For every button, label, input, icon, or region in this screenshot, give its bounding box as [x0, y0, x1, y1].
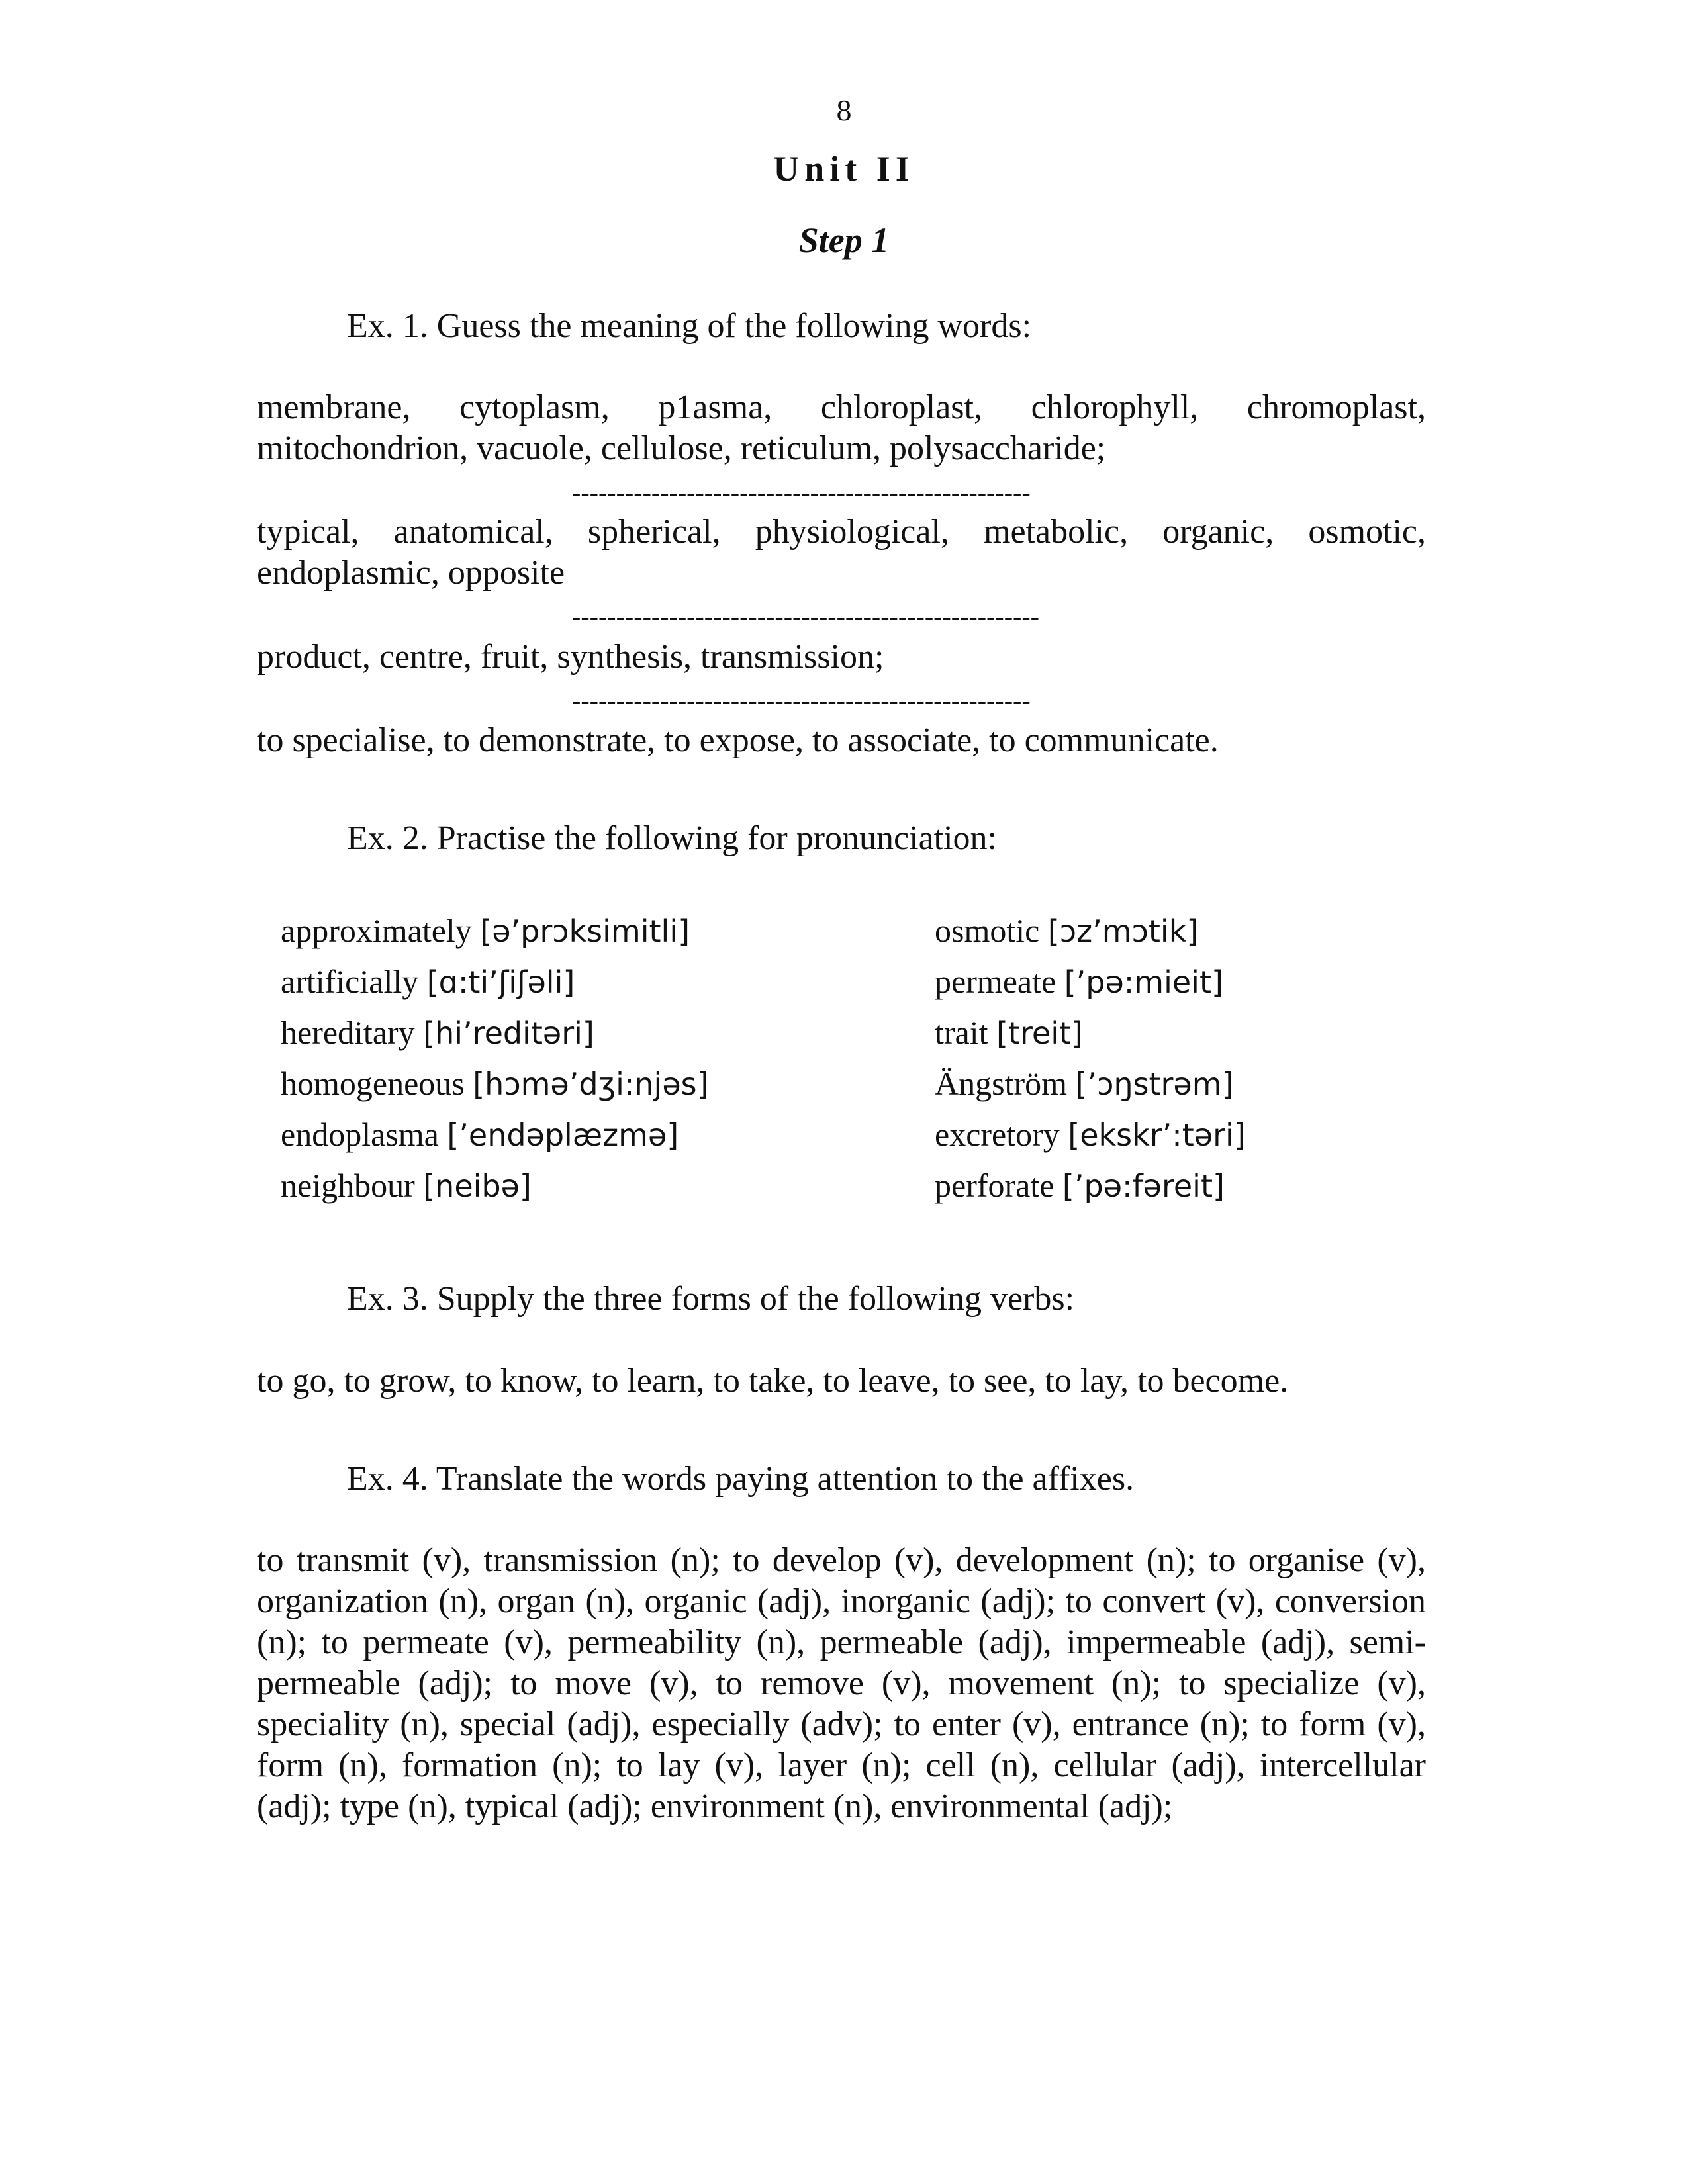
step-title: Step 1 — [798, 220, 890, 260]
pronunciation-item — [935, 956, 1246, 1007]
pronunciation-transcription: [ə’prɔksimitli] — [480, 913, 690, 949]
pronunciation-word: Ängström — [935, 1065, 1067, 1102]
pronunciation-transcription: [ɔz’mɔtik] — [1047, 913, 1199, 949]
pronunciation-column-right — [935, 905, 1246, 1211]
page-number: 8 — [836, 93, 852, 127]
pronunciation-word: perforate — [935, 1167, 1055, 1204]
pronunciation-word: osmotic — [935, 912, 1040, 949]
pronunciation-word: permeate — [935, 963, 1056, 1000]
pronunciation-transcription: [treit] — [996, 1015, 1083, 1051]
pronunciation-transcription: [’pə:mieit] — [1064, 964, 1223, 1000]
pronunciation-item — [281, 1058, 709, 1109]
ex1-heading: Ex. 1. Guess the meaning of the following words: — [347, 307, 1032, 345]
ex1-word-group-adjectives: typical, anatomical, spherical, physiological, metabolic, organic, osmotic, endoplasmic, opposite — [257, 513, 1426, 592]
unit-title: Unit II — [773, 149, 915, 189]
ex3-heading: Ex. 3. Supply the three forms of the following verbs: — [347, 1280, 1075, 1318]
pronunciation-item — [935, 1058, 1246, 1109]
ex1-word-group-nouns: membrane, cytoplasm, p1asma, chloroplast, chlorophyll, chromoplast, mitochondrion, vacuole, cellulose, reticulum, polysaccharide; — [257, 388, 1426, 467]
pronunciation-item — [281, 956, 709, 1007]
pronunciation-transcription: [ɑ:ti’ʃiʃəli] — [426, 964, 575, 1000]
ex2-heading: Ex. 2. Practise the following for pronunciation: — [347, 819, 998, 857]
ex1-word-group-verbs: to specialise, to demonstrate, to expose, to associate, to communicate. — [257, 721, 1219, 759]
pronunciation-item — [281, 905, 709, 956]
pronunciation-word: homogeneous — [281, 1065, 465, 1102]
pronunciation-word: excretory — [935, 1116, 1060, 1153]
pronunciation-transcription: [’pə:fəreit] — [1062, 1168, 1225, 1204]
pronunciation-transcription: [ekskr’:təri] — [1068, 1117, 1246, 1153]
ex3-verb-list: to go, to grow, to know, to learn, to take, to leave, to see, to lay, to become. — [257, 1362, 1289, 1400]
pronunciation-word: hereditary — [281, 1014, 415, 1051]
pronunciation-item — [281, 1007, 709, 1058]
pronunciation-transcription: [’endəplæzmə] — [447, 1117, 679, 1153]
pronunciation-column-left — [281, 905, 709, 1211]
ex1-separator-2: ----------------------------------------------------- — [572, 602, 1039, 631]
pronunciation-item — [281, 1160, 709, 1211]
ex4-heading: Ex. 4. Translate the words paying attention to the affixes. — [347, 1460, 1135, 1498]
pronunciation-word: approximately — [281, 912, 472, 949]
pronunciation-item — [935, 905, 1246, 956]
pronunciation-word: neighbour — [281, 1167, 415, 1204]
pronunciation-word: endoplasma — [281, 1116, 439, 1153]
pronunciation-item — [281, 1109, 709, 1160]
pronunciation-transcription: [’ɔŋstrəm] — [1075, 1066, 1234, 1102]
pronunciation-word: trait — [935, 1014, 988, 1051]
ex4-word-list: to transmit (v), transmission (n); to develop (v), development (n); to organise (v), organization (n), organ (n), organic (adj), inorganic (adj); to convert (v), conversion (n); to permeate (v), permeability (n), permeable (adj), impermeable (adj), semi-permeable (adj); to move (v), to remove (v), movement (n); to specialize (v), speciality (n), special (adj), especially (adv); to enter (v), entrance (n); to form (v), form (n), formation (n); to lay (v), layer (n); cell (n), cellular (adj), intercellular (adj); type (n), typical (adj); environment (n), environmental (adj); — [257, 1541, 1426, 1825]
pronunciation-transcription: [hi’reditəri] — [423, 1015, 594, 1051]
pronunciation-word: artificially — [281, 963, 419, 1000]
pronunciation-item — [935, 1109, 1246, 1160]
pronunciation-item — [935, 1160, 1246, 1211]
pronunciation-transcription: [hɔmə’dʒi:njəs] — [473, 1066, 709, 1102]
pronunciation-item — [935, 1007, 1246, 1058]
ex1-word-group-nouns-2: product, centre, fruit, synthesis, transmission; — [257, 638, 884, 676]
ex1-separator-1: ---------------------------------------------------- — [572, 477, 1031, 507]
ex1-separator-3: ---------------------------------------------------- — [572, 685, 1031, 715]
pronunciation-transcription: [neibə] — [423, 1168, 532, 1204]
